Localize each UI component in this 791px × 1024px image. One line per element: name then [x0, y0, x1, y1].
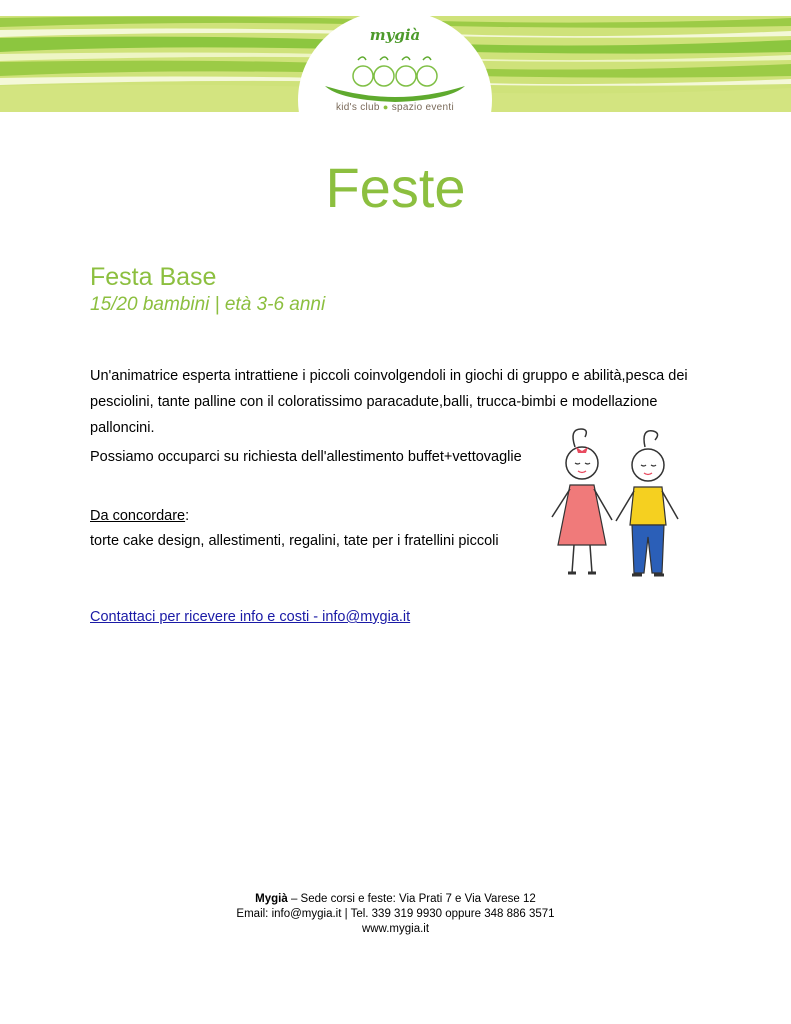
tagline-right: spazio eventi — [391, 102, 455, 112]
tagline-dot-icon: ● — [382, 102, 389, 112]
footer-line-2: Email: info@mygia.it | Tel. 339 319 9930 oppure 348 886 3571 — [236, 908, 555, 920]
tagline-left: kid's club — [335, 102, 380, 112]
pea-pod-icon — [300, 48, 490, 108]
extras-paragraph: torte cake design, allestimenti, regalini, tate per i fratellini piccoli — [90, 533, 499, 549]
footer-website: www.mygia.it — [361, 923, 430, 935]
footer — [0, 892, 791, 937]
kids-holding-hands-icon — [540, 425, 690, 585]
section-subtitle: 15/20 bambini | età 3-6 anni — [90, 294, 326, 315]
buffet-paragraph: Possiamo occuparci su richiesta dell'allestimento buffet+vettovaglie — [90, 449, 522, 465]
logo[interactable] — [300, 10, 490, 112]
footer-brand: Mygià — [255, 893, 288, 905]
header-banner — [0, 0, 791, 112]
footer-address: – Sede corsi e feste: Via Prati 7 e Via Varese 12 — [287, 893, 536, 905]
page-title: Feste — [325, 156, 466, 219]
extras-label-colon: : — [185, 508, 190, 524]
logo-tagline — [300, 102, 490, 112]
extras-label-text: Da concordare — [90, 508, 186, 524]
contact-link[interactable]: Contattaci per ricevere info e costi - info@mygia.it — [90, 609, 411, 625]
logo-brand: mygià — [369, 26, 421, 44]
description-paragraph: Un'animatrice esperta intrattiene i piccoli coinvolgendoli in giochi di gruppo e abilità,pesca dei pesciolini, tante palline con il coloratissimo paracadute,balli, trucca-bimbi e modellazione palloncini. — [90, 368, 688, 436]
section-title: Festa Base — [90, 263, 217, 291]
footer-line-1 — [0, 892, 791, 907]
